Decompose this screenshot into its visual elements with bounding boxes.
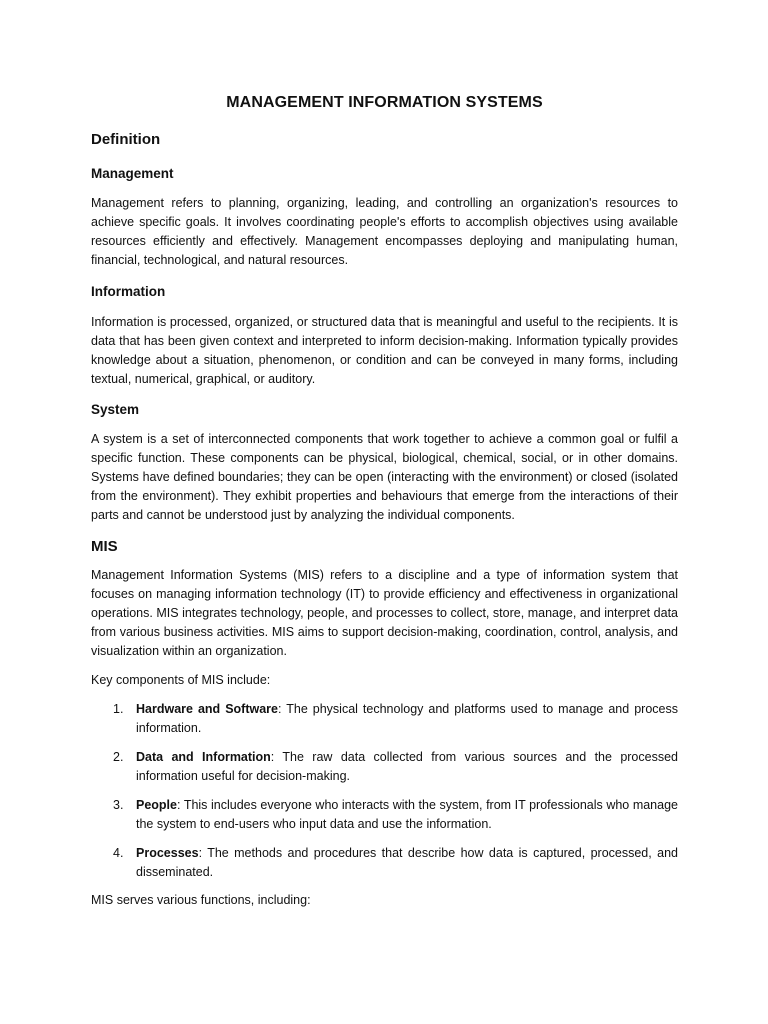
list-number: 1. — [113, 702, 124, 716]
information-paragraph: Information is processed, organized, or structured data that is meaningful and useful to the recipients. It is data that has been given context and interpreted to inform decision-making. Information typically provides knowledge about a situation, phenomenon, or condition and can be conveyed in many forms, including textual, numerical, graphical, or auditory. — [91, 315, 678, 386]
mis-paragraph: Management Information Systems (MIS) refers to a discipline and a type of information system that focuses on managing information technology (IT) to provide efficiency and effectiveness in organizational operations. MIS integrates technology, people, and processes to collect, store, manage, and interpret data from various business activities. MIS aims to support decision-making, coordination, control, analysis, and visualization within an organization. — [91, 568, 678, 658]
list-item-term: Processes — [136, 846, 199, 860]
list-item-term: Hardware and Software — [136, 702, 278, 716]
list-number: 4. — [113, 846, 124, 860]
list-item-term: Data and Information — [136, 750, 271, 764]
list-item-description: : The methods and procedures that describe how data is captured, processed, and disseminated. — [136, 846, 678, 879]
list-item-description: : The raw data collected from various sources and the processed information useful for decision-making. — [136, 750, 678, 783]
list-item-body — [136, 796, 678, 834]
list-number: 2. — [113, 750, 124, 764]
list-item-body — [136, 748, 678, 786]
list-item-term: People — [136, 798, 177, 812]
management-paragraph: Management refers to planning, organizing, leading, and controlling an organization's resources to achieve specific goals. It involves coordinating people's efforts to accomplish objectives using available resources efficiently and effectively. Management encompasses deploying and manipulating human, financial, technological, and natural resources. — [91, 196, 678, 267]
functions-intro: MIS serves various functions, including: — [91, 893, 311, 907]
information-heading: Information — [91, 284, 166, 299]
system-paragraph: A system is a set of interconnected components that work together to achieve a common goal or fulfil a specific function. These components can be physical, biological, chemical, social, or in other domains. Systems have defined boundaries; they can be open (interacting with the environment) or closed (isolated from the environment). They exhibit properties and behaviours that emerge from the interactions of their parts and cannot be understood just by analyzing the individual components. — [91, 432, 678, 522]
management-heading: Management — [91, 166, 174, 181]
list-number: 3. — [113, 798, 124, 812]
list-item-body — [136, 844, 678, 882]
definition-heading: Definition — [91, 131, 161, 148]
mis-heading: MIS — [91, 538, 118, 555]
list-item-description: : The physical technology and platforms used to manage and process information. — [136, 702, 678, 735]
list-item-body — [136, 700, 678, 738]
system-heading: System — [91, 402, 140, 417]
list-item-description: : This includes everyone who interacts with the system, from IT professionals who manage the system to end-users who input data and use the information. — [136, 798, 678, 831]
components-intro: Key components of MIS include: — [91, 673, 271, 687]
document-title: MANAGEMENT INFORMATION SYSTEMS — [226, 94, 543, 111]
